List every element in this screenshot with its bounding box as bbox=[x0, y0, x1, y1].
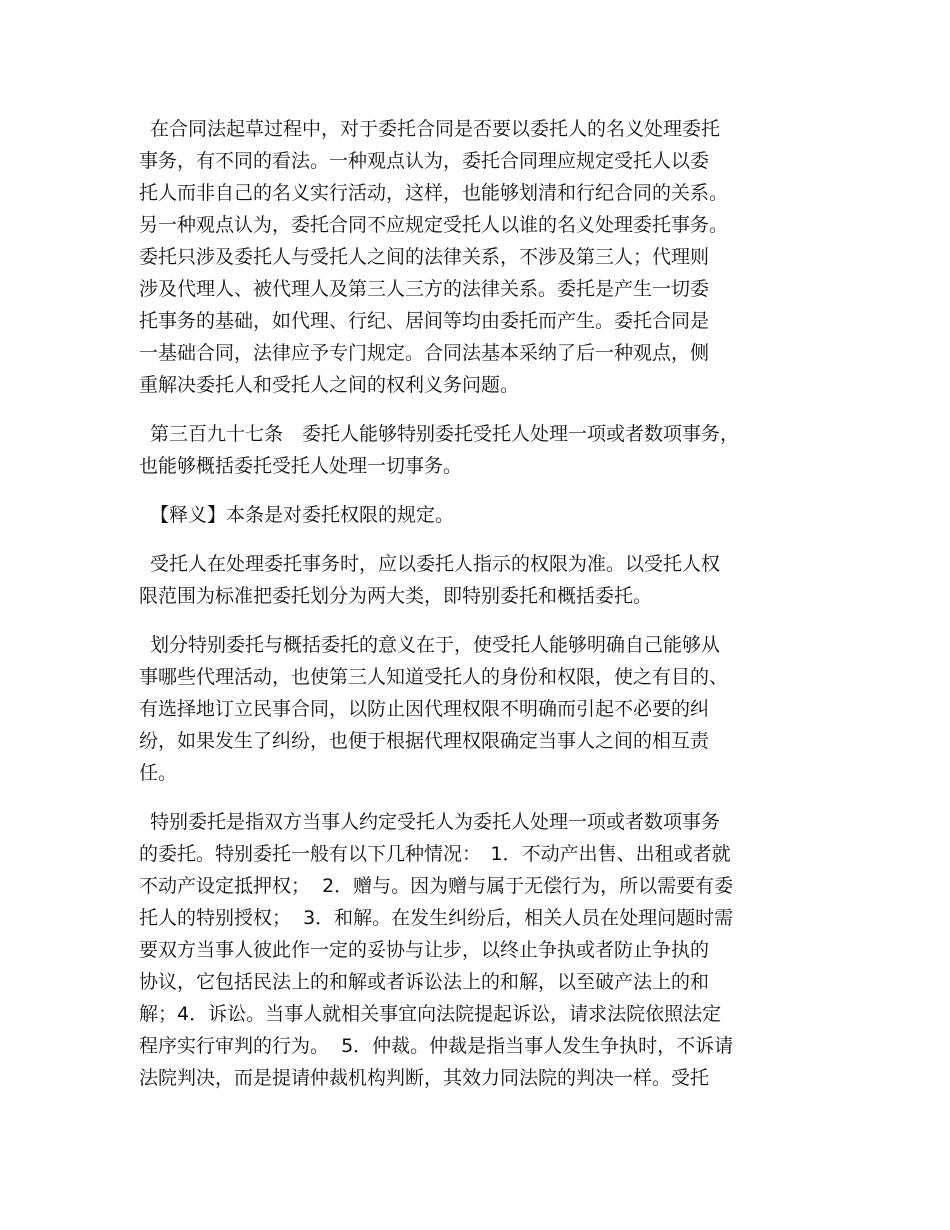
text-line: 划分特别委托与概括委托的意义在于，使受托人能够明确自己能够从 bbox=[150, 634, 721, 656]
text-line: 一基础合同，法律应予专门规定。合同法基本采纳了后一种观点，侧 bbox=[139, 342, 710, 364]
paragraph-5 bbox=[139, 629, 799, 789]
text-line: 托人而非自己的名义实行活动，这样，也能够划清和行纪合同的关系。 bbox=[139, 182, 729, 204]
text-line: 法院判决，而是提请仲裁机构判断，其效力同法院的判决一样。受托 bbox=[139, 1067, 710, 1089]
text-line: 事务，有不同的看法。一种观点认为，委托合同理应规定受托人以委 bbox=[139, 150, 710, 172]
paragraph-interpretation bbox=[139, 499, 799, 531]
text-line: 解；4．诉讼。当事人就相关事宜向法院提起诉讼，请求法院依照法定 bbox=[139, 1003, 722, 1025]
text-line: 有选择地订立民事合同，以防止因代理权限不明确而引起不必要的纠 bbox=[139, 698, 710, 720]
text-line: 受托人在处理委托事务时，应以委托人指示的权限为准。以受托人权 bbox=[150, 553, 721, 575]
document-page bbox=[139, 113, 799, 1111]
text-line: 也能够概括委托受托人处理一切事务。 bbox=[139, 455, 463, 477]
text-line: 托人的特别授权； 3．和解。在发生纠纷后，相关人员在处理问题时需 bbox=[139, 907, 734, 929]
text-line: 特别委托是指双方当事人约定受托人为委托人处理一项或者数项事务 bbox=[150, 811, 721, 833]
text-line: 协议，它包括民法上的和解或者诉讼法上的和解，以至破产法上的和 bbox=[139, 971, 710, 993]
paragraph-6 bbox=[139, 806, 799, 1094]
text-line: 不动产设定抵押权； 2．赠与。因为赠与属于无偿行为，所以需要有委 bbox=[139, 875, 734, 897]
text-line: 程序实行审判的行为。 5．仲裁。仲裁是指当事人发生争执时，不诉请 bbox=[139, 1035, 734, 1057]
text-line: 的委托。特别委托一般有以下几种情况： 1．不动产出售、出租或者就 bbox=[139, 843, 731, 865]
text-line: 托事务的基础，如代理、行纪、居间等均由委托而产生。委托合同是 bbox=[139, 310, 710, 332]
text-line: 重解决委托人和受托人之间的权利义务问题。 bbox=[139, 374, 520, 396]
text-line: 在合同法起草过程中，对于委托合同是否要以委托人的名义处理委托 bbox=[150, 118, 721, 140]
text-line: 涉及代理人、被代理人及第三人三方的法律关系。委托是产生一切委 bbox=[139, 278, 710, 300]
text-line: 事哪些代理活动，也使第三人知道受托人的身份和权限，使之有目的、 bbox=[139, 666, 729, 688]
text-line: 限范围为标准把委托划分为两大类，即特别委托和概括委托。 bbox=[139, 585, 653, 607]
paragraph-4 bbox=[139, 548, 799, 612]
text-line: 【释义】本条是对委托权限的规定。 bbox=[150, 504, 455, 526]
text-line: 要双方当事人彼此作一定的妥协与让步，以终止争执或者防止争执的 bbox=[139, 939, 710, 961]
text-line: 委托只涉及委托人与受托人之间的法律关系，不涉及第三人；代理则 bbox=[139, 246, 710, 268]
text-line: 任。 bbox=[139, 762, 178, 784]
text-line: 纷，如果发生了纠纷，也便于根据代理权限确定当事人之间的相互责 bbox=[139, 730, 710, 752]
paragraph-article-397 bbox=[139, 418, 799, 482]
paragraph-1 bbox=[139, 113, 799, 401]
text-line: 第三百九十七条 委托人能够特别委托受托人处理一项或者数项事务， bbox=[150, 423, 740, 445]
text-line: 另一种观点认为，委托合同不应规定受托人以谁的名义处理委托事务。 bbox=[139, 214, 729, 236]
